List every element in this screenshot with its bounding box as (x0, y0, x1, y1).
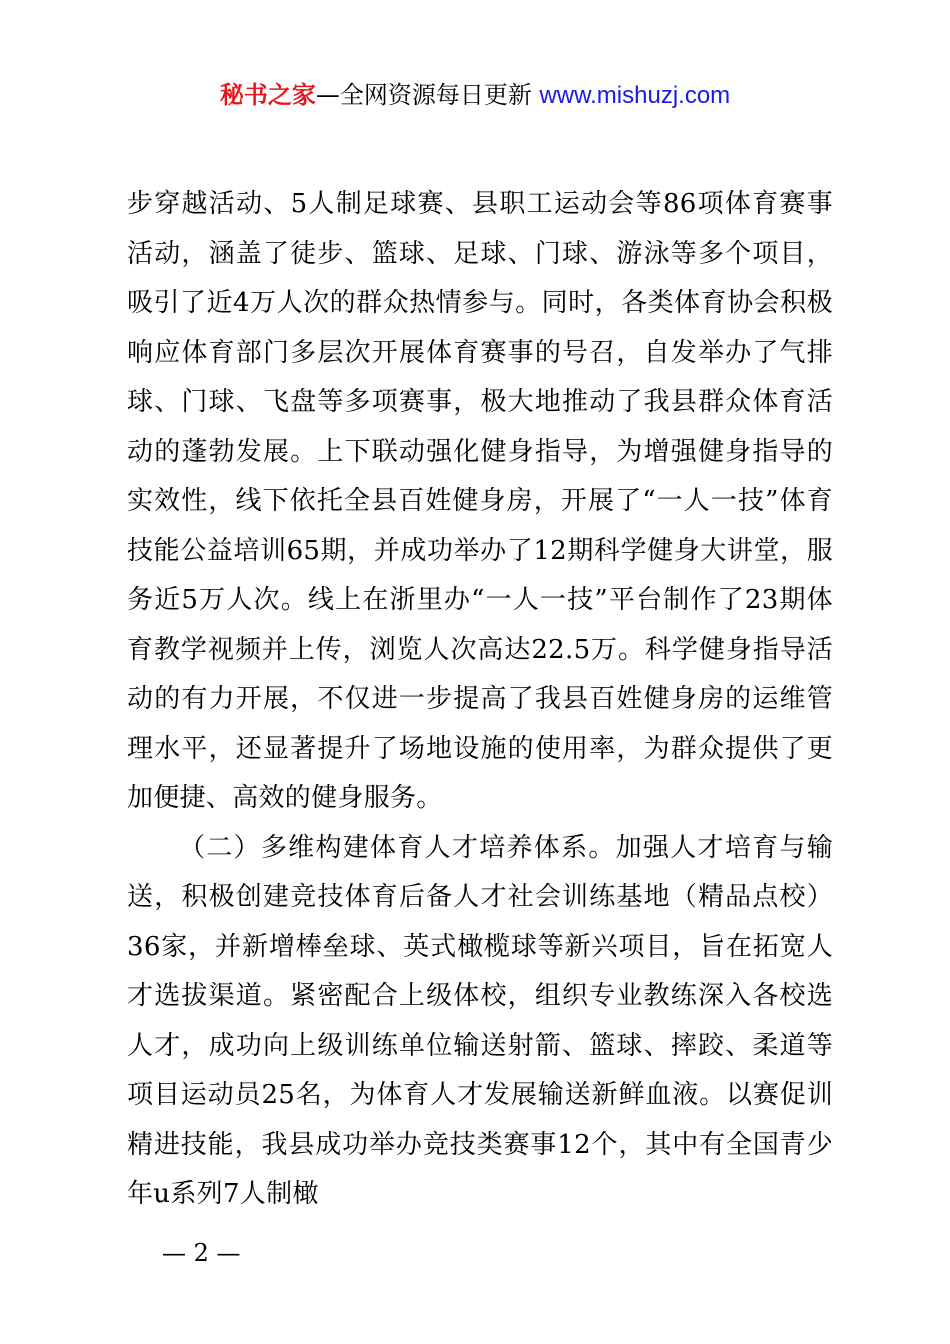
site-brand: 秘书之家 (219, 81, 316, 109)
site-url-link[interactable]: www.mishuzj.com (539, 82, 731, 109)
paragraph-continuation: 步穿越活动、5人制足球赛、县职工运动会等86项体育赛事活动，涵盖了徒步、篮球、足球、门球、游泳等多个项目，吸引了近4万人次的群众热情参与。同时，各类体育协会积极响应体育部门多层次开展体育赛事的号召，自发举办了气排球、门球、飞盘等多项赛事，极大地推动了我县群众体育活动的蓬勃发展。上下联动强化健身指导，为增强健身指导的实效性，线下依托全县百姓健身房，开展了“一人一技”体育技能公益培训65期，并成功举办了12期科学健身大讲堂，服务近5万人次。线上在浙里办“一人一技”平台制作了23期体育教学视频并上传，浏览人次高达22.5万。科学健身指导活动的有力开展，不仅进一步提高了我县百姓健身房的运维管理水平，还显著提升了场地设施的使用率，为群众提供了更加便捷、高效的健身服务。 (127, 189, 833, 813)
page-number: — 2 — (162, 1239, 241, 1267)
paragraph-section-two: （二）多维构建体育人才培养体系。加强人才培育与输送，积极创建竞技体育后备人才社会训练基地（精品点校）36家，并新增棒垒球、英式橄榄球等新兴项目，旨在拓宽人才选拔渠道。紧密配合上级体校，组织专业教练深入各校选人才，成功向上级训练单位输送射箭、篮球、摔跤、柔道等项目运动员25名，为体育人才发展输送新鲜血液。以赛促训精进技能，我县成功举办竞技类赛事12个，其中有全国青少年u系列7人制橄 (127, 832, 833, 1209)
document-body (127, 180, 833, 1220)
site-slogan: —全网资源每日更新 (315, 81, 532, 109)
site-header (0, 78, 950, 113)
